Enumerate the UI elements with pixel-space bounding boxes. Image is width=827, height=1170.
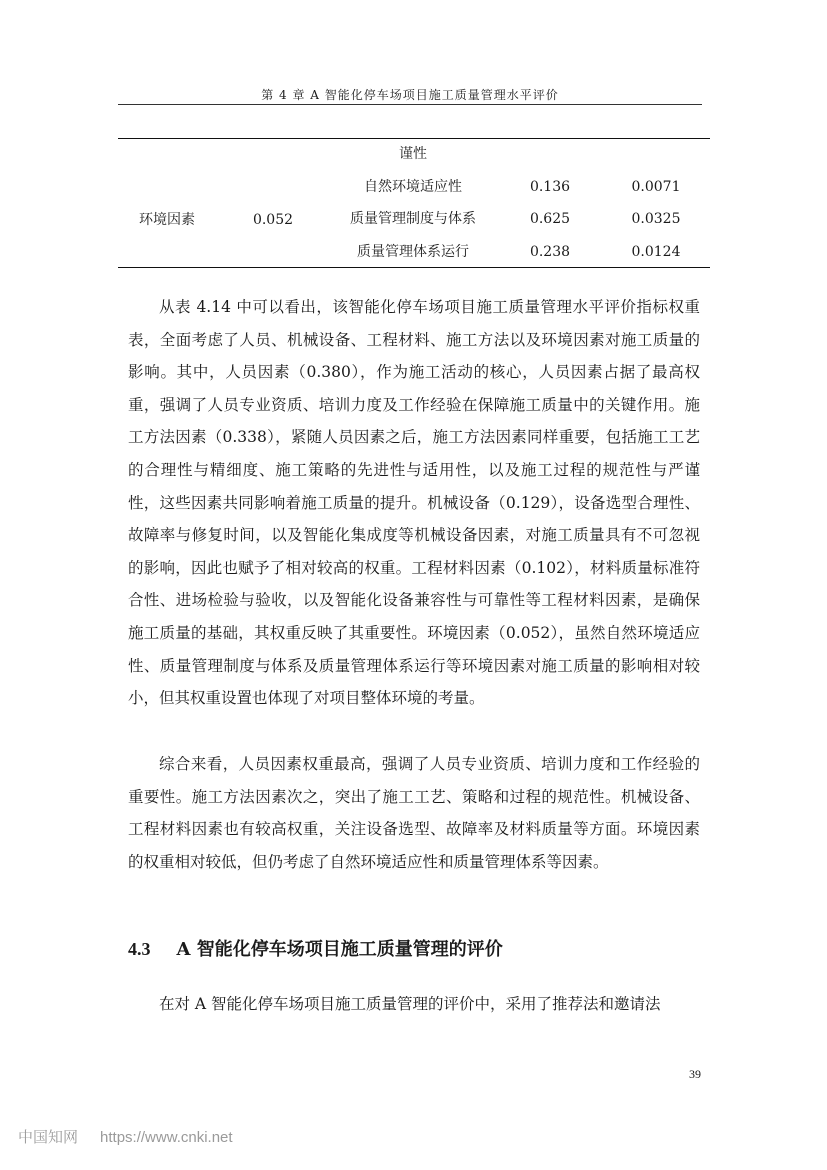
- table-group-name: 环境因素: [139, 212, 195, 228]
- running-header: 第 4 章 A 智能化停车场项目施工质量管理水平评价: [261, 88, 559, 102]
- table-indicator: 质量管理制度与体系: [350, 211, 476, 227]
- table-local-weight: 0.136: [529, 179, 571, 195]
- section-title: A 智能化停车场项目施工质量管理的评价: [176, 939, 503, 960]
- table-global-weight: 0.0124: [631, 244, 681, 260]
- section-number: 4.3: [128, 939, 151, 959]
- watermark-url: https://www.cnki.net: [100, 1129, 233, 1146]
- body-paragraph: 在对 A 智能化停车场项目施工质量管理的评价中，采用了推荐法和邀请法: [159, 995, 661, 1013]
- header-rule: [118, 104, 702, 105]
- body-paragraph: 综合来看，人员因素权重最高，强调了人员专业资质、培训力度和工作经验的重要性。施工方法因素次之，突出了施工工艺、策略和过程的规范性。机械设备、工程材料因素也有较高权重，关注设备选型、故障率及材料质量等方面。环境因素的权重相对较低，但仍考虑了自然环境适应性和质量管理体系等因素。: [128, 755, 700, 871]
- table-carry-over-text: 谨性: [399, 146, 427, 162]
- watermark-brand: 中国知网: [18, 1129, 79, 1146]
- table-global-weight: 0.0325: [631, 211, 681, 227]
- table-indicator: 自然环境适应性: [364, 179, 462, 195]
- table-indicator: 质量管理体系运行: [357, 244, 469, 260]
- table-global-weight: 0.0071: [631, 179, 681, 195]
- watermark: [18, 1126, 233, 1147]
- table-bottom-rule: [118, 267, 710, 268]
- table-local-weight: 0.625: [529, 211, 571, 227]
- section-heading: [128, 935, 503, 961]
- body-paragraph: 从表 4.14 中可以看出，该智能化停车场项目施工质量管理水平评价指标权重表，全面考虑了人员、机械设备、工程材料、施工方法以及环境因素对施工质量的影响。其中，人员因素（0.380），作为施工活动的核心，人员因素占据了最高权重，强调了人员专业资质、培训力度及工作经验在保障施工质量中的关键作用。施工方法因素（0.338），紧随人员因素之后，施工方法因素同样重要，包括施工工艺的合理性与精细度、施工策略的先进性与适用性，以及施工过程的规范性与严谨性，这些因素共同影响着施工质量的提升。机械设备（0.129），设备选型合理性、故障率与修复时间，以及智能化集成度等机械设备因素，对施工质量具有不可忽视的影响，因此也赋予了相对较高的权重。工程材料因素（0.102），材料质量标准符合性、进场检验与验收，以及智能化设备兼容性与可靠性等工程材料因素，是确保施工质量的基础，其权重反映了其重要性。环境因素（0.052），虽然自然环境适应性、质量管理制度与体系及质量管理体系运行等环境因素对施工质量的影响相对较小，但其权重设置也体现了对项目整体环境的考量。: [128, 298, 700, 708]
- page-number: 39: [689, 1067, 701, 1081]
- table-top-rule: [118, 138, 710, 139]
- table-group-weight: 0.052: [252, 212, 294, 228]
- table-local-weight: 0.238: [529, 244, 571, 260]
